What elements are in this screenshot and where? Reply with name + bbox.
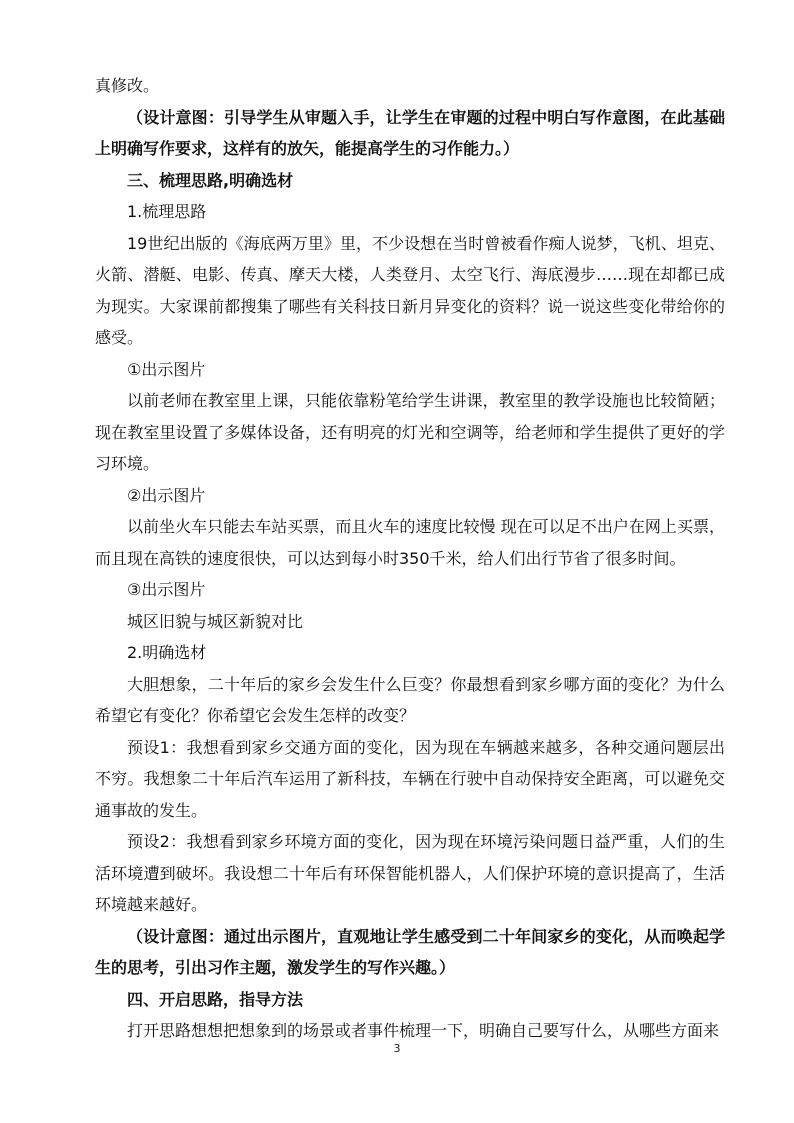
design-intent-note-2: （设计意图：通过出示图片，直观地让学生感受到二十年间家乡的变化，从而唤起学生的思考，引出习作主题，激发学生的写作兴趣。） [95,926,725,977]
design-intent-note: （设计意图：引导学生从审题入手，让学生在审题的过程中明白写作意图，在此基础上明确写作要求，这样有的放矢，能提高学生的习作能力。） [95,107,725,158]
paragraph-continuation: 真修改。 [95,76,160,95]
subheading-material: 2.明确选材 [127,643,207,662]
show-picture-1: ①出示图片 [127,359,206,379]
paragraph-seabed-novel: 19世纪出版的《海底两万里》里，不少设想在当时曾被看作痴人说梦，飞机、坦克、火箭、潜艇、电影、传真、摩天大楼，人类登月、太空飞行、海底漫步……现在却都已成为现实。大家课前都搜集了哪些有关科技日新月异变化的资料？说一说这些变化带给你的感受。 [95,233,725,347]
paragraph-classroom: 以前老师在教室里上课，只能依靠粉笔给学生讲课，教室里的教学设施也比较简陋；现在教室里设置了多媒体设备，还有明亮的灯光和空调等，给老师和学生提供了更好的学习环境。 [95,391,725,473]
paragraph-imagine: 大胆想象，二十年后的家乡会发生什么巨变？你最想看到家乡哪方面的变化？为什么希望它有变化？你希望它会发生怎样的改变？ [95,674,725,725]
section-heading-4: 四、开启思路，指导方法 [127,989,304,1009]
subheading-sort-ideas: 1.梳理思路 [127,202,207,221]
show-picture-3: ③出示图片 [127,580,206,599]
show-picture-2: ②出示图片 [127,485,206,505]
paragraph-train: 以前坐火车只能去车站买票，而且火车的速度比较慢 现在可以足不出户在网上买票，而且现在高铁的速度很快，可以达到每小时350千米，给人们出行节省了很多时间。 [95,517,725,568]
paragraph-open-ideas: 打开思路想想把想象到的场景或者事件梳理一下，明确自己要写什么，从哪些方面来 [127,1021,720,1040]
paragraph-preset-2: 预设2：我想看到家乡环境方面的变化，因为现在环境污染问题日益严重，人们的生活环境遭到破坏。我设想二十年后有环保智能机器人，人们保护环境的意识提高了，生活环境越来越好。 [95,832,725,914]
paragraph-preset-1: 预设1：我想看到家乡交通方面的变化，因为现在车辆越来越多，各种交通问题层出不穷。我想象二十年后汽车运用了新科技，车辆在行驶中自动保持安全距离，可以避免交通事故的发生。 [95,737,725,820]
paragraph-city-compare: 城区旧貌与城区新貌对比 [127,611,304,631]
document-body [95,70,725,1047]
page-number: 3 [393,1042,401,1055]
section-heading-3: 三、梳理思路,明确选材 [127,170,294,190]
